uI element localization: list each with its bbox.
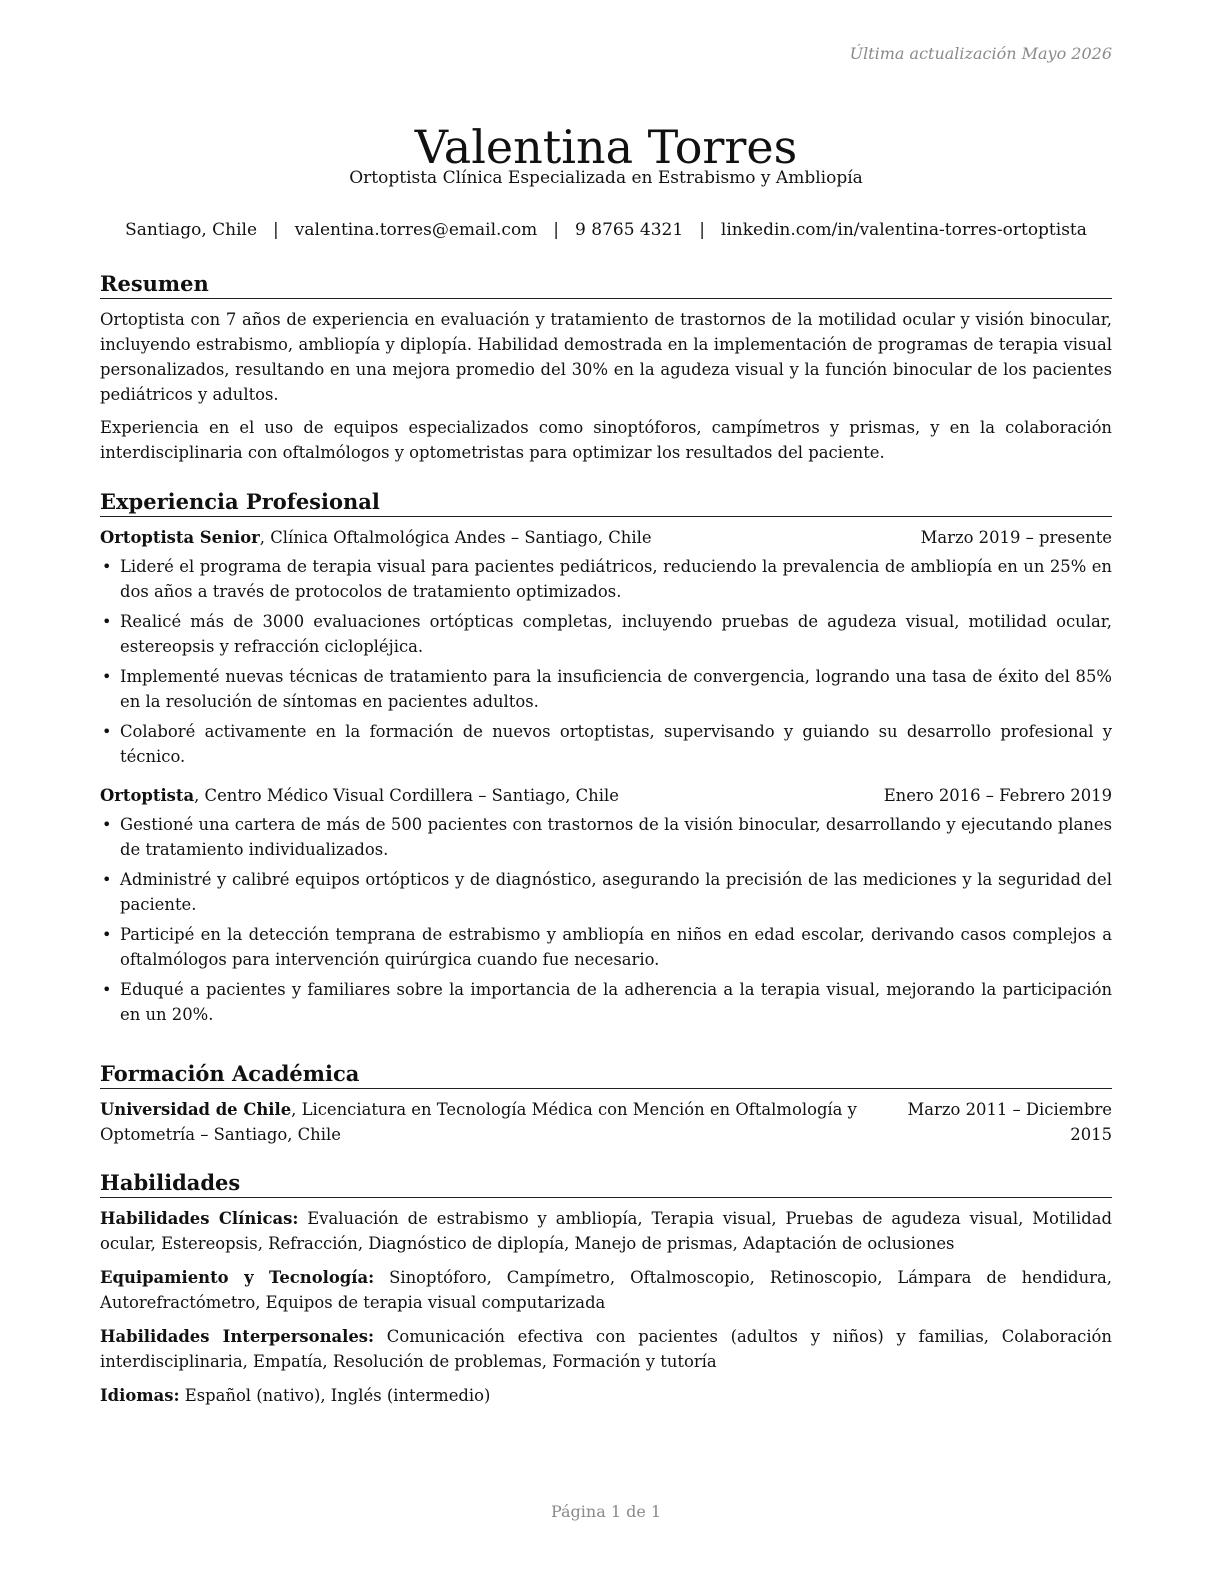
bullet-icon: •: [102, 815, 112, 834]
contact-separator: |: [553, 220, 560, 240]
section-title: Habilidades: [100, 1169, 1112, 1198]
job-entry: [100, 525, 1112, 769]
job-org: , Centro Médico Visual Cordillera – Santiago, Chile: [194, 786, 619, 805]
skill-label: Habilidades Interpersonales:: [100, 1327, 375, 1346]
resume-page: [100, 0, 1112, 1584]
list-item: [100, 719, 1112, 769]
bullet-icon: •: [102, 925, 112, 944]
job-role: Ortoptista Senior: [100, 528, 260, 547]
person-name: Valentina Torres: [414, 119, 798, 174]
job-header: [100, 783, 1112, 808]
bullet-text: Realicé más de 3000 evaluaciones ortópticas completas, incluyendo pruebas de agudeza visual, motilidad ocular, estereopsis y refracción ciclopléjica.: [120, 612, 1112, 656]
education-section: [100, 1060, 1112, 1147]
skill-group: [100, 1383, 1112, 1408]
summary-paragraph: Experiencia en el uso de equipos especializados como sinoptóforos, campímetros y prismas, y en la colaboración interdisciplinaria con oftalmólogos y optometristas para optimizar los resultados del paciente.: [100, 418, 1112, 462]
contact-linkedin[interactable]: linkedin.com/in/valentina-torres-ortoptista: [720, 220, 1087, 240]
section-title: Resumen: [100, 270, 1112, 299]
contact-phone: 9 8765 4321: [575, 220, 684, 240]
bullet-text: Participé en la detección temprana de estrabismo y ambliopía en niños en edad escolar, derivando casos complejos a oftalmólogos para intervención quirúrgica cuando fue necesario.: [120, 925, 1112, 969]
section-title: Formación Académica: [100, 1060, 1112, 1089]
last-updated: Última actualización Mayo 2026: [849, 44, 1112, 63]
skill-group: [100, 1206, 1112, 1256]
summary-paragraph: Ortoptista con 7 años de experiencia en evaluación y tratamiento de trastornos de la motilidad ocular y visión binocular, incluyendo estrabismo, ambliopía y diplopía. Habilidad demostrada en la implementación de programas de terapia visual personalizados, resultando en una mejora promedio del 30% en la agudeza visual y la función binocular de los pacientes pediátricos y adultos.: [100, 310, 1112, 404]
skill-label: Habilidades Clínicas:: [100, 1209, 299, 1228]
job-bullets: [100, 554, 1112, 769]
job-title-line: [100, 783, 619, 808]
list-item: [100, 977, 1112, 1027]
list-item: [100, 554, 1112, 604]
bullet-icon: •: [102, 612, 112, 631]
contact-location: Santiago, Chile: [125, 220, 258, 240]
bullet-icon: •: [102, 870, 112, 889]
skill-group: [100, 1324, 1112, 1374]
bullet-text: Implementé nuevas técnicas de tratamiento para la insuficiencia de convergencia, logrando una tasa de éxito del 85% en la resolución de síntomas en pacientes adultos.: [120, 667, 1112, 711]
bullet-icon: •: [102, 667, 112, 686]
skills-section: [100, 1169, 1112, 1417]
contact-line: [100, 220, 1112, 240]
job-entry: [100, 783, 1112, 1027]
education-dates: Marzo 2011 – Diciembre 2015: [907, 1100, 1112, 1144]
bullet-icon: •: [102, 722, 112, 741]
summary-section: [100, 270, 1112, 473]
section-title: Experiencia Profesional: [100, 488, 1112, 517]
skill-label: Idiomas:: [100, 1386, 180, 1405]
contact-email[interactable]: valentina.torres@email.com: [294, 220, 538, 240]
job-role: Ortoptista: [100, 786, 195, 805]
bullet-icon: •: [102, 557, 112, 576]
skill-text: Comunicación efectiva con pacientes (adultos y niños) y familias, Colaboración interdisciplinaria, Empatía, Resolución de problemas, Formación y tutoría: [100, 1327, 1112, 1371]
job-title-line: [100, 525, 652, 550]
skill-label: Equipamiento y Tecnología:: [100, 1268, 375, 1287]
skill-text: Español (nativo), Inglés (intermedio): [179, 1386, 491, 1405]
list-item: [100, 664, 1112, 714]
bullet-text: Gestioné una cartera de más de 500 pacientes con trastornos de la visión binocular, desarrollando y ejecutando planes de tratamiento individualizados.: [120, 815, 1112, 859]
education-detail: [100, 1097, 880, 1147]
contact-separator: |: [699, 220, 705, 240]
list-item: [100, 812, 1112, 862]
skill-group: [100, 1265, 1112, 1315]
education-entry: [100, 1097, 1112, 1147]
job-org: , Clínica Oftalmológica Andes – Santiago, Chile: [259, 528, 652, 547]
headline: Ortoptista Clínica Especializada en Estrabismo y Ambliopía: [349, 168, 863, 188]
job-bullets: [100, 812, 1112, 1027]
bullet-text: Administré y calibré equipos ortópticos y de diagnóstico, asegurando la precisión de las mediciones y la seguridad del paciente.: [120, 870, 1112, 914]
bullet-icon: •: [102, 980, 112, 999]
experience-section: [100, 488, 1112, 1032]
education-institution: Universidad de Chile: [100, 1100, 292, 1119]
list-item: [100, 922, 1112, 972]
list-item: [100, 609, 1112, 659]
job-header: [100, 525, 1112, 550]
skill-text: Evaluación de estrabismo y ambliopía, Terapia visual, Pruebas de agudeza visual, Motilidad ocular, Estereopsis, Refracción, Diagnóstico de diplopía, Manejo de prismas, Adaptación de oclusiones: [100, 1209, 1112, 1253]
bullet-text: Colaboré activamente en la formación de nuevos ortoptistas, supervisando y guiando su desarrollo profesional y técnico.: [120, 722, 1112, 766]
bullet-text: Lideré el programa de terapia visual para pacientes pediátricos, reduciendo la prevalencia de ambliopía en un 25% en dos años a través de protocolos de tratamiento optimizados.: [120, 557, 1112, 601]
job-dates: Marzo 2019 – presente: [920, 528, 1112, 547]
page-number: Página 1 de 1: [550, 1502, 662, 1521]
contact-separator: |: [273, 220, 279, 240]
job-dates: Enero 2016 – Febrero 2019: [883, 786, 1112, 805]
skill-text: Sinoptóforo, Campímetro, Oftalmoscopio, Retinoscopio, Lámpara de hendidura, Autorefractómetro, Equipos de terapia visual computarizada: [100, 1268, 1112, 1312]
education-degree: , Licenciatura en Tecnología Médica con Mención en Oftalmología y Optometría – Santiago, Chile: [100, 1100, 857, 1144]
bullet-text: Eduqué a pacientes y familiares sobre la importancia de la adherencia a la terapia visual, mejorando la participación en un 20%.: [120, 980, 1112, 1024]
list-item: [100, 867, 1112, 917]
